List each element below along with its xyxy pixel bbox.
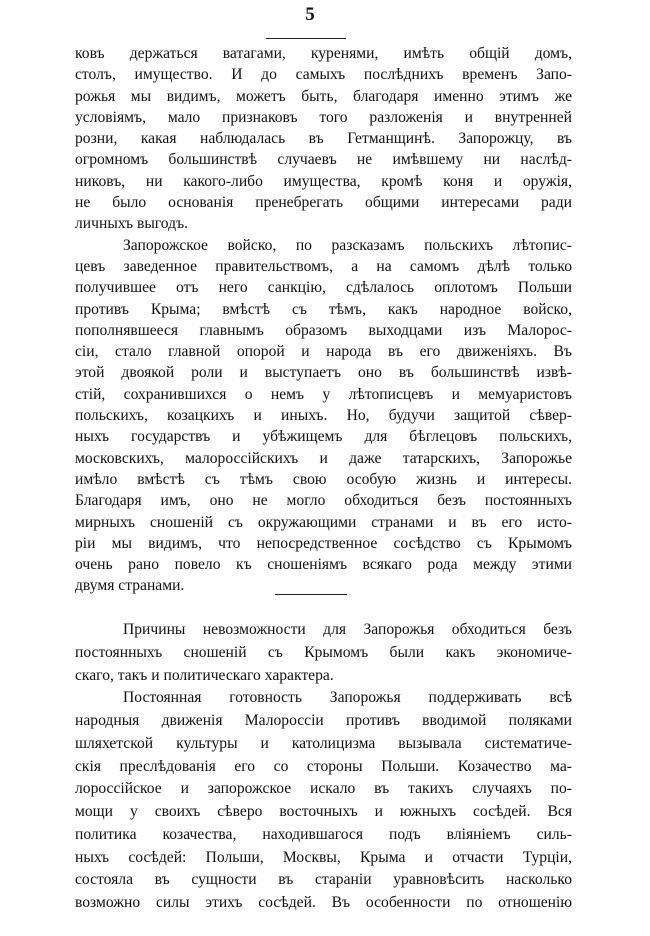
text-line: шляхетской культуры и католицизма вызывала систематиче- (75, 734, 572, 752)
text-line: польскихъ, козацкихъ и иныхъ. Но, будучи защитой сѣвер- (75, 407, 572, 425)
text-line: постоянныхъ сношеній съ Крымомъ были какъ экономиче- (75, 643, 572, 661)
text-line: состояла въ сущности въ стараніи уравновѣсить насколько (75, 871, 572, 889)
text-line: огромномъ большинствѣ случаевъ не имѣвшему ни наслѣд- (75, 151, 572, 169)
text-line: московскихъ, малороссійскихъ и даже татарскихъ, Запорожье (75, 449, 572, 467)
text-line: ныхъ сосѣдей: Польши, Москвы, Крыма и отчасти Турціи, (75, 848, 572, 866)
paragraph (75, 43, 572, 235)
section-divider (275, 594, 347, 595)
text-line: лороссійское и запорожское искало въ такихъ случаяхъ по- (75, 780, 572, 798)
text-line: условіямъ, мало признаковъ того разложенія и внутренней (75, 108, 572, 126)
text-line: мощи у своихъ сѣверо восточныхъ и южныхъ сосѣдей. Вся (75, 803, 572, 820)
text-line: Благодаря имъ, оно не могло обходиться безъ постоянныхъ (75, 492, 572, 510)
text-line: имѣло вмѣстѣ съ тѣмъ свою особую жизнь и интересы. (75, 470, 572, 488)
text-line: ковъ держаться ватагами, куренями, имѣть общій домъ, (75, 45, 572, 62)
text-section-2 (75, 619, 572, 915)
text-line: скія преслѣдованія его со стороны Польши. Козачество ма- (75, 757, 572, 775)
paragraph (75, 619, 572, 687)
text-line: народныя движенія Малороссіи противъ вводимой поляками (75, 712, 572, 729)
paragraph (75, 687, 572, 915)
text-line: скаго, такъ и политическаго характера. (75, 666, 334, 684)
header-rule (266, 38, 346, 39)
text-line: этой двоякой роли и выступаетъ оно въ большинствѣ извѣ- (75, 364, 572, 382)
text-line: получившее отъ него санкцію, сдѣлалось оплотомъ Польши (75, 279, 572, 297)
text-line: никовъ, ни какого-либо имущества, кромѣ коня и оружія, (75, 172, 572, 190)
text-line: столъ, имущество. И до самыхъ послѣднихъ временъ Запо- (75, 66, 572, 84)
text-line: возможно силы этихъ сосѣдей. Въ особенности по отношенію (75, 894, 572, 911)
text-line: Постоянная готовность Запорожья поддерживать всѣ (123, 689, 572, 707)
text-line: мирныхъ сношеній съ окружающими странами и въ его исто- (75, 513, 572, 531)
text-line: личныхъ выгодъ. (75, 215, 189, 233)
text-line: Запорожское войско, по разсказамъ польскихъ лѣтопис- (123, 236, 572, 254)
text-section-1 (75, 43, 572, 597)
text-line: пополнявшееся главнымъ образомъ выходцами изъ Малорос- (75, 321, 572, 339)
text-line: рожья мы видимъ, можетъ быть, благодаря именно этимъ же (75, 87, 572, 105)
text-line: цевъ заведенное правительствомъ, а на самомъ дѣлѣ только (75, 257, 572, 275)
text-line: очень рано повело къ сношеніямъ всякаго рода между этими (75, 556, 572, 574)
text-line: политика козачества, находившагося подъ вліяніемъ силь- (75, 825, 572, 843)
text-line: ныхъ государствъ и убѣжищемъ для бѣглецовъ польскихъ, (75, 428, 572, 446)
text-line: стій, сохранившихся о немъ у лѣтописцевъ и мемуаристовъ (75, 385, 572, 403)
text-line: противъ Крыма; вмѣстѣ съ тѣмъ, какъ народное войско, (75, 300, 572, 318)
text-line: двумя странами. (75, 577, 185, 595)
text-line: розни, какая наблюдалась въ Гетманщинѣ. Запорожцу, въ (75, 130, 572, 148)
text-line: Причины невозможности для Запорожья обходиться безъ (123, 621, 572, 638)
page-number: 5 (305, 4, 315, 25)
text-line: сіи, стало главной опорой и народа въ его движеніяхъ. Въ (75, 343, 572, 361)
text-line: не было основанія пренебрегать общими интересами ради (75, 194, 572, 212)
paragraph (75, 235, 572, 597)
text-line: ріи мы видимъ, что непосредственное сосѣдство съ Крымомъ (75, 534, 572, 552)
